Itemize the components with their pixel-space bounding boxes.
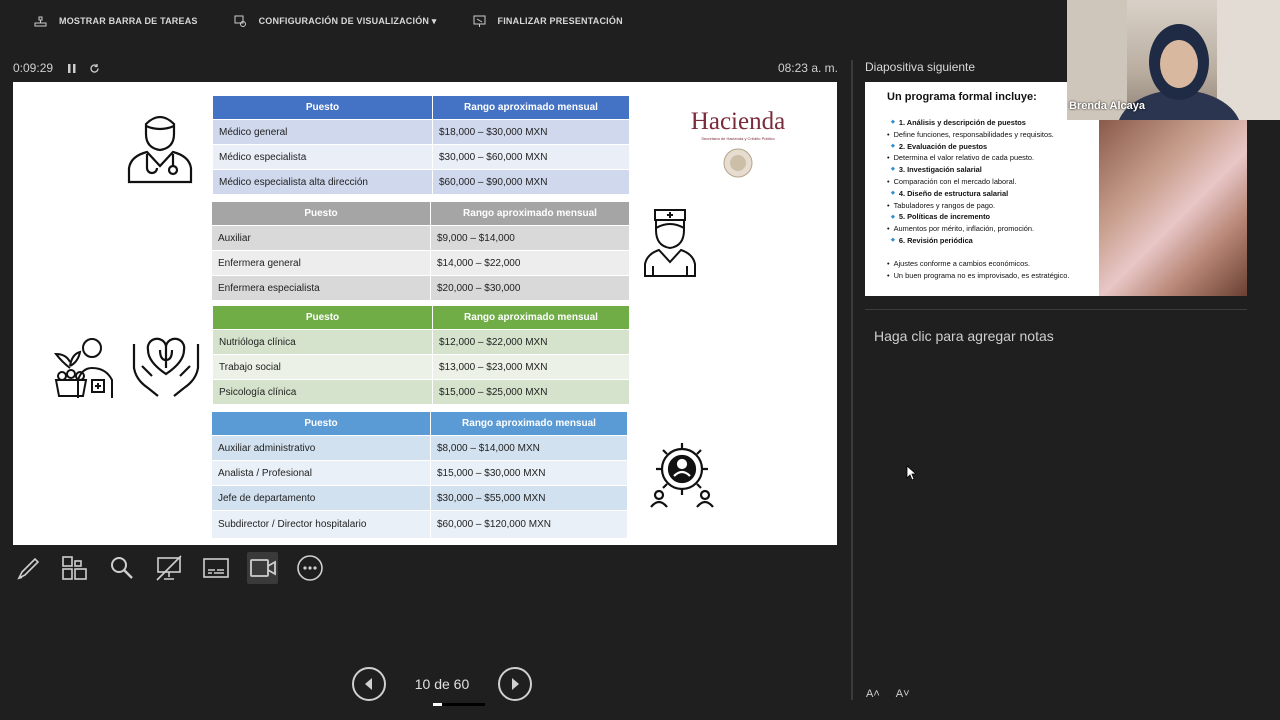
table-row (212, 226, 629, 250)
cell-rango: $9,000 – $14,000 (431, 226, 629, 250)
bullet-text: • Tabuladores y rangos de pago. (887, 200, 1102, 212)
salary-table (213, 96, 629, 195)
current-slide[interactable] (13, 82, 837, 545)
table-row (212, 511, 627, 538)
bullet-text: • Un buen programa no es improvisado, es estratégico. (887, 270, 1102, 282)
salary-table (212, 202, 629, 301)
table-row (212, 461, 627, 485)
table-row (212, 486, 627, 510)
table-row (212, 276, 629, 300)
bullet-text: • Determina el valor relativo de cada puesto. (887, 152, 1102, 164)
hacienda-logo-subtitle: Secretaría de Hacienda y Crédito Público (701, 136, 775, 141)
header-puesto: Puesto (212, 202, 430, 225)
black-screen-icon[interactable] (153, 552, 184, 584)
bullet-text: • Define funciones, responsabilidades y requisitos. (887, 129, 1102, 141)
cell-puesto: Jefe de departamento (212, 486, 430, 510)
psychology-hands-icon (130, 336, 202, 398)
table-header (213, 306, 629, 329)
cell-puesto: Enfermera general (212, 251, 430, 275)
table-row (212, 436, 627, 460)
show-taskbar-button[interactable] (34, 15, 198, 28)
chevron-left-icon (363, 677, 375, 691)
cell-rango: $30,000 – $55,000 MXN (431, 486, 627, 510)
doctor-icon (126, 108, 194, 184)
display-settings-button[interactable] (234, 15, 437, 28)
presenter-name: Brenda Alcaya (1069, 100, 1146, 112)
mouse-cursor-icon (906, 465, 916, 481)
cell-puesto: Subdirector / Director hospitalario (212, 511, 430, 538)
cell-puesto: Auxiliar (212, 226, 430, 250)
zoom-icon[interactable] (106, 552, 137, 584)
see-all-slides-icon[interactable] (59, 552, 90, 584)
table-header (213, 96, 629, 119)
end-show-icon (473, 15, 486, 28)
cell-puesto: Psicología clínica (213, 380, 432, 404)
table-row (213, 145, 629, 169)
money-photo (1099, 120, 1247, 296)
slide-navigation (352, 667, 532, 701)
cell-rango: $12,000 – $22,000 MXN (433, 330, 629, 354)
previous-slide-button[interactable] (352, 667, 386, 701)
cell-puesto: Analista / Profesional (212, 461, 430, 485)
bullet-text: • Ajustes conforme a cambios económicos. (887, 258, 1102, 270)
salary-table (212, 412, 627, 539)
cell-puesto: Médico especialista alta dirección (213, 170, 432, 194)
slide-tools (12, 552, 325, 586)
slide-counter-text: 10 de 60 (414, 676, 470, 692)
table-row (213, 380, 629, 404)
cell-rango: $30,000 – $60,000 MXN (433, 145, 629, 169)
elapsed-time: 0:09:29 (13, 61, 54, 75)
cell-rango: $18,000 – $30,000 MXN (433, 120, 629, 144)
pen-tool-icon[interactable] (12, 552, 43, 584)
bullet-heading: ◆ 3. Investigación salarial (887, 164, 1102, 176)
cell-puesto: Médico general (213, 120, 432, 144)
header-puesto: Puesto (212, 412, 430, 435)
taskbar-icon (34, 15, 47, 28)
table-header (212, 202, 629, 225)
bullet-heading: ◆ 5. Políticas de incremento (887, 211, 1102, 223)
notes-divider (865, 309, 1247, 310)
table-row (213, 355, 629, 379)
cell-puesto: Médico especialista (213, 145, 432, 169)
header-puesto: Puesto (213, 96, 432, 119)
cell-rango: $13,000 – $23,000 MXN (433, 355, 629, 379)
webcam-video (1067, 0, 1280, 120)
end-show-label: FINALIZAR PRESENTACIÓN (497, 16, 623, 26)
next-slide-bullets (887, 117, 1102, 281)
cell-puesto: Enfermera especialista (212, 276, 430, 300)
next-slide-title: Un programa formal incluye: (887, 91, 1037, 103)
table-header (212, 412, 627, 435)
header-puesto: Puesto (213, 306, 432, 329)
header-rango: Rango aproximado mensual (433, 306, 629, 329)
decrease-font-button[interactable]: A˅ (895, 688, 910, 700)
header-rango: Rango aproximado mensual (431, 412, 627, 435)
cell-rango: $20,000 – $30,000 (431, 276, 629, 300)
cell-rango: $60,000 – $90,000 MXN (433, 170, 629, 194)
slide-counter[interactable] (386, 676, 498, 692)
end-show-button[interactable] (473, 15, 623, 28)
notes-font-controls (866, 688, 910, 700)
cell-puesto: Nutrióloga clínica (213, 330, 432, 354)
speaker-notes[interactable]: Haga clic para agregar notas (874, 328, 1054, 344)
cell-rango: $8,000 – $14,000 MXN (431, 436, 627, 460)
bullet-text: • Comparación con el mercado laboral. (887, 176, 1102, 188)
table-row (213, 330, 629, 354)
cell-rango: $15,000 – $30,000 MXN (431, 461, 627, 485)
cell-puesto: Trabajo social (213, 355, 432, 379)
pause-icon[interactable] (61, 64, 83, 73)
admin-gear-icon (647, 439, 717, 509)
show-taskbar-label: MOSTRAR BARRA DE TAREAS (59, 16, 198, 26)
table-row (213, 120, 629, 144)
cell-rango: $60,000 – $120,000 MXN (431, 511, 627, 538)
next-slide-button[interactable] (498, 667, 532, 701)
bullet-heading: ◆ 1. Análisis y descripción de puestos (887, 117, 1102, 129)
nurse-icon (643, 206, 697, 278)
table-row (213, 170, 629, 194)
table-row (212, 251, 629, 275)
cell-rango: $15,000 – $25,000 MXN (433, 380, 629, 404)
display-settings-label: CONFIGURACIÓN DE VISUALIZACIÓN ▾ (258, 15, 437, 26)
coat-of-arms-icon (721, 146, 755, 180)
panel-divider[interactable] (851, 60, 853, 700)
hacienda-logo (679, 108, 797, 185)
nutritionist-icon (52, 336, 116, 400)
restart-timer-icon[interactable] (83, 63, 105, 74)
cell-rango: $14,000 – $22,000 (431, 251, 629, 275)
bullet-text: • Aumentos por mérito, inflación, promoción. (887, 223, 1102, 235)
chevron-right-icon (509, 677, 521, 691)
cell-puesto: Auxiliar administrativo (212, 436, 430, 460)
hacienda-logo-text: Hacienda (690, 108, 786, 135)
bullet-heading: ◆ 2. Evaluación de puestos (887, 141, 1102, 153)
header-rango: Rango aproximado mensual (433, 96, 629, 119)
slide-progress-bar (433, 703, 485, 706)
more-options-icon[interactable] (294, 552, 325, 584)
slide-progress-fill (433, 703, 442, 706)
bullet-heading: ◆ 6. Revisión periódica (887, 235, 1102, 247)
salary-table (213, 306, 629, 405)
current-time: 08:23 a. m. (777, 61, 838, 75)
next-slide-label: Diapositiva siguiente (865, 60, 976, 74)
presenter-toolbar (0, 0, 1066, 42)
display-settings-icon (234, 15, 247, 28)
bullet-heading: ◆ 4. Diseño de estructura salarial (887, 188, 1102, 200)
camera-toggle-icon[interactable] (247, 552, 278, 584)
increase-font-button[interactable]: A˄ (866, 688, 880, 700)
header-rango: Rango aproximado mensual (431, 202, 629, 225)
subtitles-icon[interactable] (200, 552, 231, 584)
timer-row (13, 60, 838, 76)
